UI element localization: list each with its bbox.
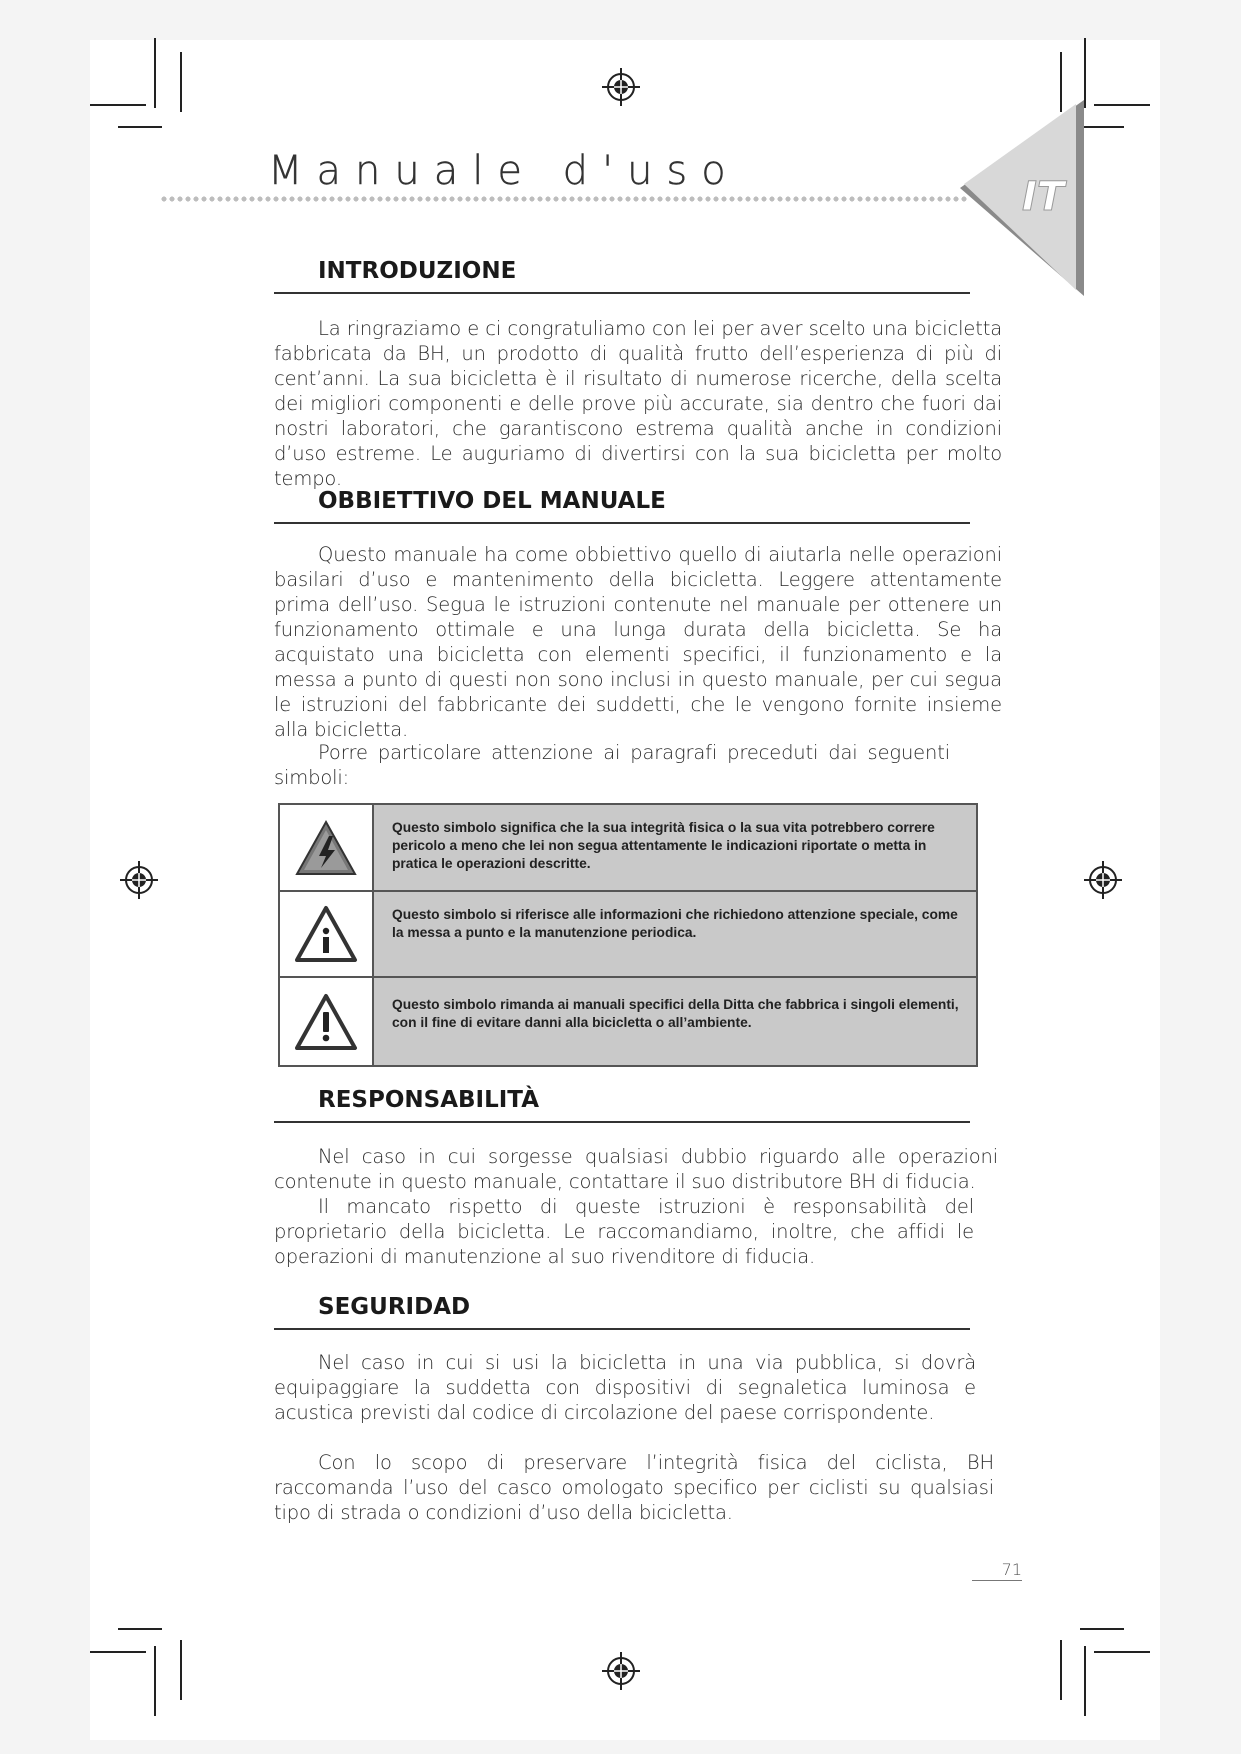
security-paragraph: Nel caso in cui si usi la bicicletta in una via pubblica, si dovrà equipaggiare la suddetta con dispositivi di segnaletica luminosa e acustica previsti dal codice di circolazione del paese corrispondente. [274, 1351, 976, 1424]
crop-mark [1084, 38, 1086, 108]
page-number: 71 [972, 1560, 1022, 1581]
language-tab [960, 100, 1090, 300]
section-objective-heading [274, 486, 970, 524]
symbol-icon-cell [280, 978, 374, 1065]
symbol-text: Questo simbolo rimanda ai manuali specifici della Ditta che fabbrica i singoli elementi, con il fine di evitare danni alla bicicletta o all’ambiente. [392, 997, 959, 1030]
objective-heading: OBBIETTIVO DEL MANUALE [274, 486, 970, 524]
responsibility-heading: RESPONSABILITÀ [274, 1085, 970, 1123]
symbol-text: Questo simbolo significa che la sua integrità fisica o la sua vita potrebbero correre pericolo a meno che lei non segua attentamente le indicazioni riportate o metta in pratica le operazioni descritte. [392, 820, 935, 871]
section-intro-heading [274, 256, 970, 294]
crop-mark [1084, 1646, 1086, 1716]
crop-mark [180, 52, 182, 112]
objective-paragraph: Questo manuale ha come obbiettivo quello di aiutarla nelle operazioni basilari d’uso e mantenimento della bicicletta. Leggere attentamente prima dell’uso. Segua le istruzioni contenute nel manuale per ottenere un funzionamento ottimale e una lunga durata della bicicletta. Se ha acquistato una bicicletta con elementi specifici, il funzionamento e la messa a punto di questi non sono inclusi in questo manuale, per cui segua le istruzioni del fabbricante dei suddetti, che le vengono fornite insieme alla bicicletta. [274, 543, 1002, 741]
symbol-row-danger [280, 805, 976, 892]
symbol-text: Questo simbolo si riferisce alle informazioni che richiedono attenzione speciale, come la messa a punto e la manutenzione periodica. [392, 907, 958, 940]
section-security-heading [274, 1292, 970, 1330]
objective-paragraph-symbols: Porre particolare attenzione ai paragrafi preceduti dai seguenti simboli: [274, 741, 950, 789]
registration-mark-icon [120, 861, 158, 899]
language-tab-label: IT [1022, 174, 1065, 220]
registration-mark-icon [602, 68, 640, 106]
crop-mark [90, 1651, 146, 1653]
intro-paragraph: La ringraziamo e ci congratuliamo con lei per aver scelto una bicicletta fabbricata da BH, un prodotto di qualità frutto dell’esperienza di più di cent’anni. La sua bicicletta è il risultato di numerose ricerche, della scelta dei migliori componenti e delle prove più accurate, sia dentro che fuori dai nostri laboratori, che garantiscono estrema qualità anche in condizioni d’uso estreme. Le auguriamo di divertirsi con la sua bicicletta per molto tempo. [274, 317, 1002, 490]
crop-mark [118, 126, 162, 128]
crop-mark [118, 1628, 162, 1630]
header-title: Manuale d'uso [268, 148, 740, 194]
electric-hazard-icon [293, 818, 359, 878]
crop-mark [180, 1640, 182, 1700]
section-responsibility-heading [274, 1085, 970, 1123]
exclamation-warning-icon [293, 992, 359, 1052]
symbol-icon-cell [280, 805, 374, 890]
crop-mark [1094, 104, 1150, 106]
security-paragraph-2: Con lo scopo di preservare l’integrità fisica del ciclista, BH raccomanda l’uso del casco omologato specifico per ciclisti su qualsiasi tipo di strada o condizioni d’uso della bicicletta. [274, 1451, 994, 1524]
registration-mark-icon [602, 1652, 640, 1690]
crop-mark [1094, 1651, 1150, 1653]
responsibility-paragraph: Nel caso in cui sorgesse qualsiasi dubbio riguardo alle operazioni contenute in questo manuale, contattare il suo distributore BH di fiducia. [274, 1145, 998, 1193]
symbol-row-info [280, 892, 976, 978]
info-warning-icon [293, 904, 359, 964]
symbol-row-warning [280, 978, 976, 1065]
symbols-table [278, 803, 978, 1067]
intro-heading: INTRODUZIONE [274, 256, 970, 294]
responsibility-paragraph-2: Il mancato rispetto di queste istruzioni è responsabilità del proprietario della bicicletta. Le raccomandiamo, inoltre, che affidi le operazioni di manutenzione al suo rivenditore di fiducia. [274, 1195, 974, 1268]
header-dotted-rule [160, 196, 968, 202]
crop-mark [154, 1646, 156, 1716]
crop-mark [154, 38, 156, 108]
crop-mark [1080, 1628, 1124, 1630]
crop-mark [1060, 1640, 1062, 1700]
symbol-icon-cell [280, 892, 374, 976]
registration-mark-icon [1084, 861, 1122, 899]
crop-mark [90, 104, 146, 106]
security-heading: SEGURIDAD [274, 1292, 970, 1330]
